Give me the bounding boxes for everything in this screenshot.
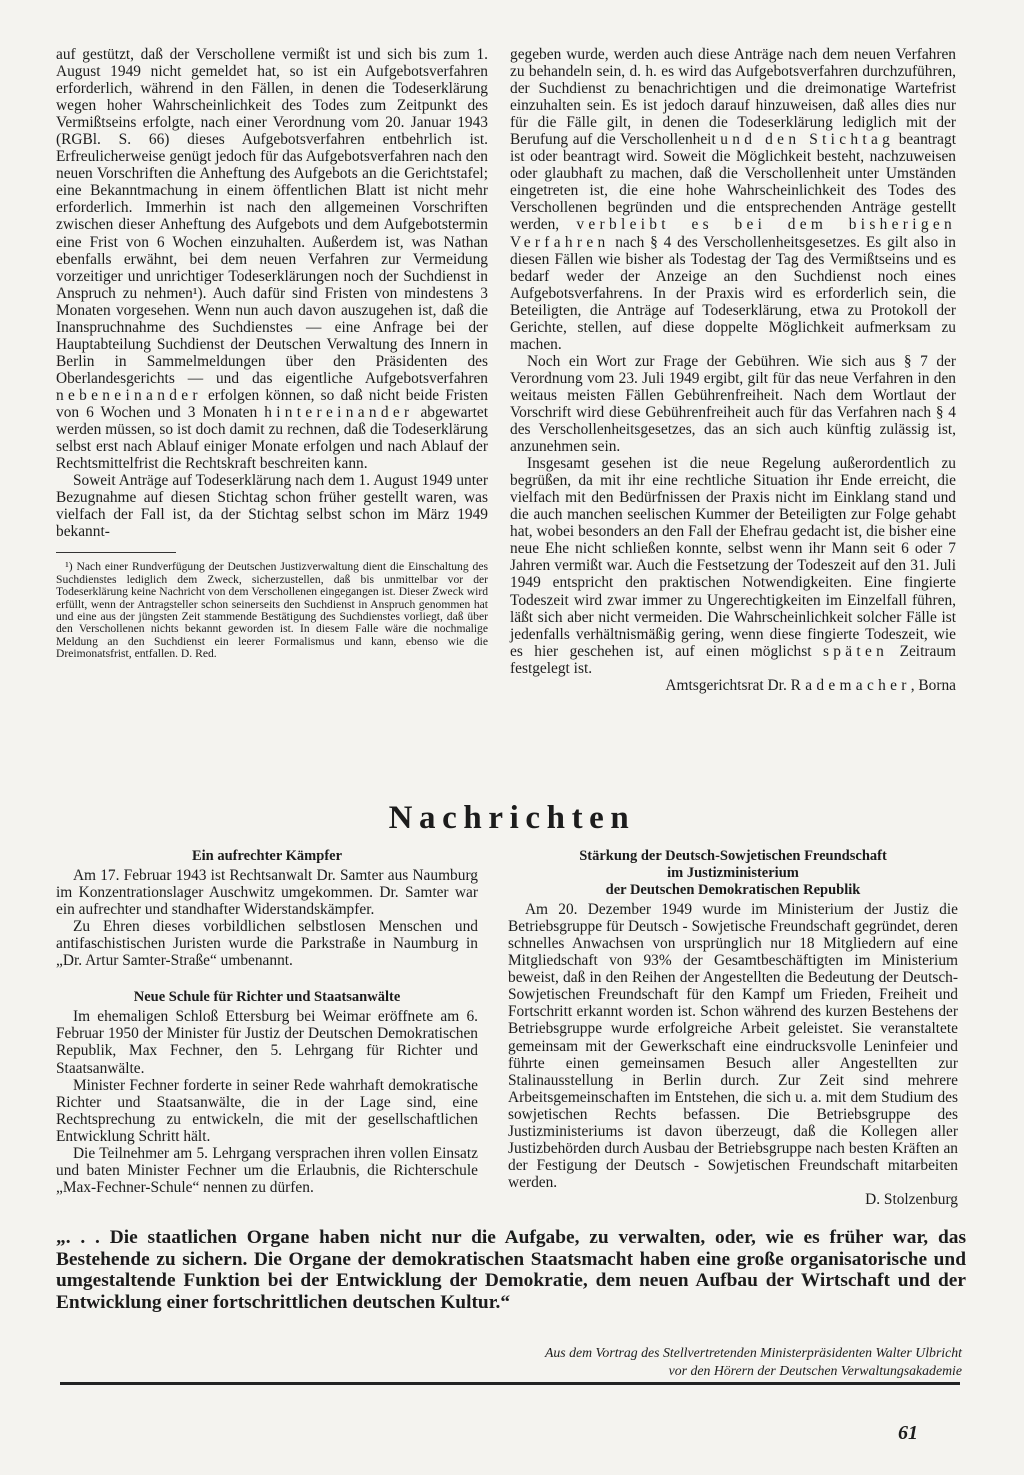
- emphasized-text: verbleibt es bei dem bisherigen Verfahren: [510, 216, 956, 251]
- article-paragraph: [510, 455, 956, 677]
- article-text: abgewartet werden müssen, so ist doch damit zu rechnen, daß die Todeserklärung selbst erst nach Ablauf einiger Monate erfolgen und nach Ablauf der Rechtsmittelfrist die Rechtskraft beschreiten kann.: [56, 403, 488, 473]
- bottom-rule: [60, 1382, 960, 1385]
- news-title: Neue Schule für Richter und Staatsanwälte: [133, 989, 401, 1006]
- news-title-line: der Deutschen Demokratischen Republik: [605, 882, 861, 899]
- article-left-column: [56, 46, 488, 661]
- news-right-column: [508, 848, 958, 1208]
- spacer: [56, 969, 478, 989]
- article-paragraph: [510, 46, 956, 353]
- news-paragraph: Minister Fechner forderte in seiner Rede wahrhaft demokratische Richter und Staatsanwälte, die in der Lage sind, eine Rechtsprechung zu entwickeln, die mit der gesellschaftlichen Entwicklung Schritt hält.: [56, 1076, 478, 1145]
- author-location: , Borna: [910, 676, 956, 694]
- news-paragraph: Zu Ehren dieses vorbildlichen selbstlosen Menschen und antifaschistischen Juristen wurde die Parkstraße in Naumburg in „Dr. Artur Samter-Straße“ umbenannt.: [56, 918, 478, 970]
- footnote: [56, 561, 488, 660]
- section-heading: Nachrichten: [388, 800, 636, 836]
- article-paragraph: Noch ein Wort zur Frage der Gebühren. Wie sich aus § 7 der Verordnung vom 23. Juli 1949 ergibt, gilt für das neue Verfahren in den weitaus meisten Fällen Gebührenfreiheit. Nach dem Wortlaut der Vorschrift wird diese Gebührenfreiheit auch für das Verfahren nach § 4 des Verschollenheitsgesetzes, das an sich auch künftig zulässig ist, anzunehmen sein.: [510, 352, 956, 456]
- article-right-column: [510, 46, 956, 694]
- article-text: beantragt ist oder beantragt wird. Soweit die Möglichkeit besteht, nachzuweisen oder glaubhaft zu machen, daß die Verschollenheit unter Umständen eingetreten ist, die eine hohe Wahrscheinlichkeit des Todes des Verschollenen begründen und die entsprechenden Anträge gestellt werden,: [510, 131, 956, 234]
- author-prefix: Amtsgerichtsrat Dr.: [665, 676, 787, 694]
- news-left-column: [56, 848, 478, 1196]
- quote-source: [56, 1344, 962, 1380]
- article-author: [510, 677, 956, 694]
- article-text: gegeben wurde, werden auch diese Anträge nach dem neuen Verfahren zu behandeln sein, d. h. es wird das Aufgebotsverfahren durchzuführen, der Suchdienst zu benachrichtigen und die dreimonatige Wartefrist einzuhalten sein. Es ist jedoch darauf hinzuweisen, daß alles dies nur für die Fälle gilt, in denen die Todeserklärung lediglich mit der Berufung auf die Verschollenheit: [510, 46, 956, 149]
- news-title-line: im Justizministerium: [667, 865, 799, 882]
- article-text: Insgesamt gesehen ist die neue Regelung außerordentlich zu begrüßen, da mit ihr eine rechtliche Situation ihr Ende erreicht, die vielfach mit den Bedürfnissen der Praxis nicht im Einklang stand und die auch manchen seelischen Kummer der Beteiligten zur Folge gehabt hat, wobei besonders an den Fall der Ehefrau gedacht ist, die bisher eine neue Ehe nicht schließen konnte, selbst wenn ihr Mann seit 6 oder 7 Jahren vermißt war. Auch die Festsetzung der Todeszeit auf den 31. Juli 1949 entspricht den praktischen Notwendigkeiten. Eine fingierte Todeszeit wird zwar immer zu Ungerechtigkeiten im Einzelfall führen, läßt sich aber nicht vermeiden. Die Wahrscheinlichkeit solcher Fälle ist jedenfalls verhältnismäßig gering, wenn diese fingierte Todeszeit, wie es hier geschehen ist, auf einen möglichst: [510, 455, 956, 660]
- news-paragraph: Am 20. Dezember 1949 wurde im Ministerium der Justiz die Betriebsgruppe für Deutsch - Sowjetische Freundschaft gegründet, deren schnelles Anwachsen von ursprünglich nur 18 Mitgliedern auf eine Mitgliedschaft von 93% der Gesamtbeschäftigten im Ministerium beweist, daß in den Reihen der Angestellten die Bedeutung der Deutsch-Sowjetischen Freundschaft für den Kampf um Frieden, Freiheit und Fortschritt erkannt worden ist. Schon während des kurzen Bestehens der Betriebsgruppe wurde erfolgreiche Arbeit geleistet. Sie veranstaltete gemeinsam mit der Gewerkschaft eine eindrucksvolle Leninfeier und führte einen gemeinsamen Besuch aller Angestellten zur Stalinausstellung in Berlin durch. Zur Zeit sind mehrere Arbeitsgemeinschaften im Entstehen, die sich u. a. mit dem Studium des sowjetischen Rechts befassen. Die Betriebsgruppe des Justizministeriums ist davon überzeugt, daß die Kollegen aller Justizbehörden durch Ausbau der Betriebsgruppe nach besten Kräften an der Festigung der Deutsch - Sowjetischen Freundschaft mitarbeiten werden.: [508, 901, 958, 1191]
- emphasized-text: und den Stichtag: [720, 131, 895, 149]
- footnote-text: ¹) Nach einer Rundverfügung der Deutschen Justizverwaltung dient die Einschaltung des Suchdienstes lediglich dem Zweck, sicherzustellen, daß bis unmittelbar vor der Todeserklärung keine Nachricht von dem Verschollenen eingegangen ist. Dieser Zweck wird erfüllt, wenn der Antragsteller schon seinerseits den Suchdienst in Anspruch genommen hat und eine aus der jüngsten Zeit stammende Bestätigung des Suchdienstes vorliegt, daß über den Verschollenen nichts bekannt geworden ist. In diesem Falle wäre die nochmalige Meldung an den Suchdienst ein leerer Formalismus und kann, ebenso wie die Dreimonatsfrist, entfallen. D. Red.: [56, 560, 488, 661]
- quote-text: „. . . Die staatlichen Organe haben nicht nur die Aufgabe, zu verwalten, oder, wie es früher war, das Bestehende zu sichern. Die Organe der demokratischen Staatsmacht haben eine große organisatorische und umgestaltende Funktion bei der Entwicklung der Demokratie, dem neuen Aufbau der Wirtschaft und der Entwicklung einer fortschrittlichen deutschen Kultur.“: [56, 1227, 966, 1314]
- article-text: erfolgen können, so daß nicht beide Fristen von 6 Wochen und 3 Monaten: [56, 386, 488, 421]
- article-text: auf gestützt, daß der Verschollene vermißt ist und sich bis zum 1. August 1949 nicht gemeldet hat, so ist ein Aufgebotsverfahren erforderlich, während in den Fällen, in denen die Todeserklärung wegen hoher Wahrscheinlichkeit des Todes zum Zeitpunkt des Vermißtseins erfolgte, nach einer Verordnung vom 20. Januar 1943 (RGBl. S. 66) dieses Aufgebotsverfahren entbehrlich ist. Erfreulicherweise genügt jedoch für das Aufgebotsverfahren nach den neuen Vorschriften die Anheftung des Aufgebots an die Gerichtstafel; eine Bekanntmachung in einem öffentlichen Blatt ist nicht mehr erforderlich. Immerhin ist nach den allgemeinen Vorschriften zwischen dieser Anheftung des Aufgebots und dem Aufgebotstermin eine Frist von 6 Wochen einzuhalten. Außerdem ist, was Nathan ebenfalls erwähnt, bei dem neuen Verfahren zur Vermeidung vorzeitiger und unrichtiger Todeserklärungen noch der Suchdienst in Anspruch zu nehmen¹). Auch dafür sind Fristen von mindestens 3 Monaten vorgesehen. Wenn nun auch davon auszugehen ist, daß die Inanspruchnahme des Suchdienstes — eine Anfrage bei der Hauptabteilung Suchdienst der Deutschen Verwaltung des Innern in Berlin in Sammelmeldungen über den Präsidenten des Oberlandesgerichts — und das eigentliche Aufgebotsverfahren: [56, 46, 488, 387]
- article-paragraph: Soweit Anträge auf Todeserklärung nach dem 1. August 1949 unter Bezugnahme auf diesen Stichtag schon früher gestellt waren, was vielfach der Fall ist, da der Stichtag selbst schon im März 1949 bekannt-: [56, 472, 488, 541]
- news-paragraph: Im ehemaligen Schloß Ettersburg bei Weimar eröffnete am 6. Februar 1950 der Minister für Justiz der Deutschen Demokratischen Republik, Max Fechner, den 5. Lehrgang für Richter und Staatsanwälte.: [56, 1008, 478, 1077]
- article-paragraph: [56, 46, 488, 472]
- quote-source-line: vor den Hörern der Deutschen Verwaltungsakademie: [668, 1363, 962, 1378]
- emphasized-text: nebeneinander: [56, 386, 202, 404]
- emphasized-text: späten: [822, 642, 889, 660]
- page-number: 61: [898, 1422, 918, 1444]
- quote-source-line: Aus dem Vortrag des Stellvertretenden Ministerpräsidenten Walter Ulbricht: [544, 1345, 962, 1360]
- news-paragraph: Die Teilnehmer am 5. Lehrgang versprachen ihren vollen Einsatz und baten Minister Fechner um die Erlaubnis, die Richterschule „Max-Fechner-Schule“ nennen zu dürfen.: [56, 1144, 478, 1196]
- article-text: Zeitraum festgelegt ist.: [510, 642, 956, 677]
- emphasized-text: hintereinander: [264, 403, 414, 421]
- author-name: Rademacher: [790, 676, 911, 694]
- news-title-line: Stärkung der Deutsch-Sowjetischen Freundschaft: [579, 848, 887, 864]
- article-text: nach § 4 des Verschollenheitsgesetzes. Es gilt also in diesen Fällen wie bisher als Todestag der Tag des Vermißtseins und es bedarf weder der Anzeige an den Suchdienst noch eines Aufgebotsverfahrens. In der Praxis wird es erforderlich sein, die Beteiligten, die Anträge auf Todeserklärung, etwa zu Protokoll der Gerichte, stellen, auf diese doppelte Möglichkeit aufmerksam zu machen.: [510, 233, 956, 353]
- news-paragraph: Am 17. Februar 1943 ist Rechtsanwalt Dr. Samter aus Naumburg im Konzentrationslager Auschwitz umgekommen. Dr. Samter war ein aufrechter und standhafter Widerstandskämpfer.: [56, 867, 478, 919]
- footnote-divider: [56, 552, 176, 553]
- news-title: Ein aufrechter Kämpfer: [191, 848, 343, 864]
- news-author: D. Stolzenburg: [865, 1190, 958, 1208]
